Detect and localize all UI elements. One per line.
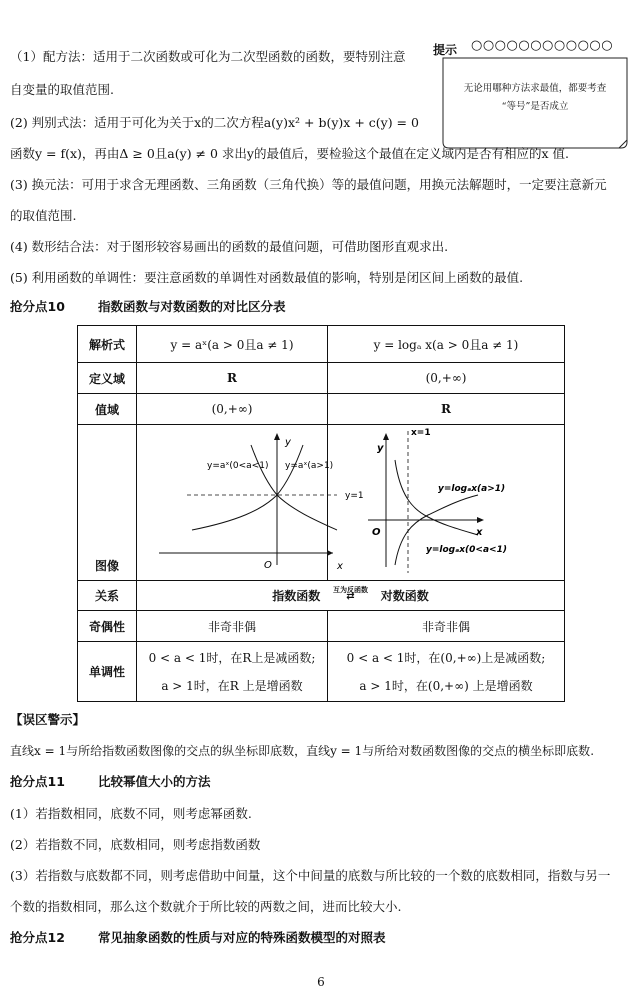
tip-box-frame (433, 38, 629, 150)
section-10-number: 抢分点10 (10, 299, 65, 314)
relation-arrow-label: 互为反函数 (333, 586, 368, 595)
exp-mono-1: 0 < a < 1时，在R上是减函数; (148, 650, 316, 665)
log-curve1-label: y=logₐx(a>1) (438, 484, 506, 494)
method-2-line-2: 函数y = f(x)，再由Δ ≥ 0且a(y) ≠ 0 求出y的最值后，要检验这个最值在定义域内是否有相应的x 值. (10, 146, 569, 161)
section-11-item-2: (2）若指数不同，底数相同，则考虑指数函数 (10, 837, 261, 852)
log-mono-1: 0 < a < 1时，在(0,+∞)上是减函数; (346, 650, 546, 665)
exp-y-arrow (274, 433, 280, 440)
section-11-heading (10, 774, 211, 790)
log-mono-2: a > 1时，在(0,+∞) 上是增函数 (359, 678, 533, 693)
method-1-line-1: （1）配方法：适用于二次函数或可化为二次型函数的函数，要特别注意 (10, 49, 406, 64)
method-1-line-2: 自变量的取值范围. (10, 82, 114, 97)
log-range: R (328, 394, 565, 425)
method-5: (5) 利用函数的单调性：要注意函数的单调性对函数最值的影响，特别是闭区间上函数的最值. (10, 270, 524, 285)
exp-parity: 非奇非偶 (137, 611, 328, 642)
section-12-heading (10, 930, 386, 946)
label-parity: 奇偶性 (78, 611, 137, 642)
section-11-item-3-line-1: (3）若指数与底数都不同，则考虑借助中间量，这个中间量的底数与所比较的一个数的底数相同，指数与另一 (10, 868, 611, 883)
label-monotonic: 单调性 (78, 642, 137, 702)
section-12-title: 常见抽象函数的性质与对应的特殊函数模型的对照表 (98, 930, 386, 945)
log-formula: y = logₐ x(a > 0且a ≠ 1) (328, 326, 565, 363)
row-formula (78, 326, 565, 363)
tip-line-1: 无论用哪种方法求最值，都要考查 (463, 83, 607, 94)
exp-curve2-label: y=aˣ(a>1) (285, 461, 334, 471)
relation-cell (137, 581, 565, 611)
log-x-label: x (476, 527, 483, 538)
exp-domain: R (137, 363, 328, 394)
method-4: (4) 数形结合法：对于图形较容易画出的函数的最值问题，可借助图形直观求出. (10, 239, 449, 254)
section-12-number: 抢分点12 (10, 930, 65, 945)
exp-range: (0,+∞) (137, 394, 328, 425)
exp-curve-a-lt-1 (251, 445, 337, 530)
tip-box (433, 38, 629, 150)
log-parity: 非奇非偶 (328, 611, 565, 642)
section-11-item-1: (1）若指数相同，底数不同，则考虑幂函数. (10, 806, 252, 821)
log-origin-label: O (372, 527, 381, 538)
tip-line-2: “等号”是否成立 (501, 101, 569, 112)
method-2-line-1: (2) 判别式法：适用于可化为关于x的二次方程a(y)x² + b(y)x + c(y) = 0 (10, 115, 419, 130)
relation-right: 对数函数 (380, 588, 429, 603)
exp-graph (137, 425, 364, 577)
log-curve2-label: y=logₐx(0<a<1) (426, 545, 507, 555)
warning-title: 【误区警示】 (10, 712, 86, 727)
log-y-arrow (383, 433, 389, 440)
section-10-heading (10, 299, 286, 315)
exp-formula: y = aˣ(a > 0且a ≠ 1) (137, 326, 328, 363)
tip-circles: ○○○○○○○○○○○○ (471, 38, 614, 53)
row-range (78, 394, 565, 425)
log-graph-cell (328, 425, 565, 581)
section-11-number: 抢分点11 (10, 774, 65, 789)
log-graph (328, 425, 564, 577)
section-11-item-3-line-2: 个数的指数相同，那么这个数就介于所比较的两数之间，进而比较大小. (10, 899, 402, 914)
section-11-title: 比较幂值大小的方法 (98, 774, 211, 789)
log-curve-a-lt-1 (395, 460, 478, 535)
page-number: 6 (317, 975, 325, 989)
row-graph (78, 425, 565, 581)
warning-text: 直线x = 1与所给指数函数图像的交点的纵坐标即底数，直线y = 1与所给对数函数图像的交点的横坐标即底数. (10, 744, 595, 758)
method-3-line-1: (3) 换元法：可用于求含无理函数、三角函数（三角代换）等的最值问题，用换元法解题时，一定要注意新元 (10, 177, 607, 192)
exp-mono-2: a > 1时，在R 上是增函数 (161, 678, 303, 693)
label-relation: 关系 (78, 581, 137, 611)
row-monotonic (78, 642, 565, 702)
log-y-label: y (377, 443, 384, 454)
exp-curve1-label: y=aˣ(0<a<1) (207, 461, 269, 471)
log-monotonic (328, 642, 565, 702)
log-x-arrow (477, 517, 484, 523)
method-3-line-2: 的取值范围. (10, 208, 77, 223)
comparison-table (77, 325, 565, 702)
label-formula: 解析式 (78, 326, 137, 363)
section-10-title: 指数函数与对数函数的对比区分表 (98, 299, 286, 314)
exp-x-label: x (337, 561, 343, 572)
exp-curve-a-gt-1 (192, 445, 303, 530)
log-vline-label: x=1 (411, 428, 431, 438)
label-range: 值域 (78, 394, 137, 425)
exp-graph-cell (137, 425, 364, 581)
row-relation (78, 581, 565, 611)
tip-title: 提示 (433, 43, 458, 57)
exp-origin-label: O (264, 560, 272, 571)
exp-asym-label: y=1 (345, 491, 364, 501)
row-parity (78, 611, 565, 642)
log-domain: (0,+∞) (328, 363, 565, 394)
relation-arrow (325, 588, 377, 604)
label-graph: 图像 (94, 559, 119, 573)
exp-y-label: y (285, 437, 291, 448)
row-domain (78, 363, 565, 394)
label-graph-cell (78, 425, 137, 581)
exp-monotonic (137, 642, 328, 702)
label-domain: 定义域 (78, 363, 137, 394)
relation-left: 指数函数 (272, 588, 321, 603)
relation-arrow-icon: ⇄ (346, 591, 355, 603)
